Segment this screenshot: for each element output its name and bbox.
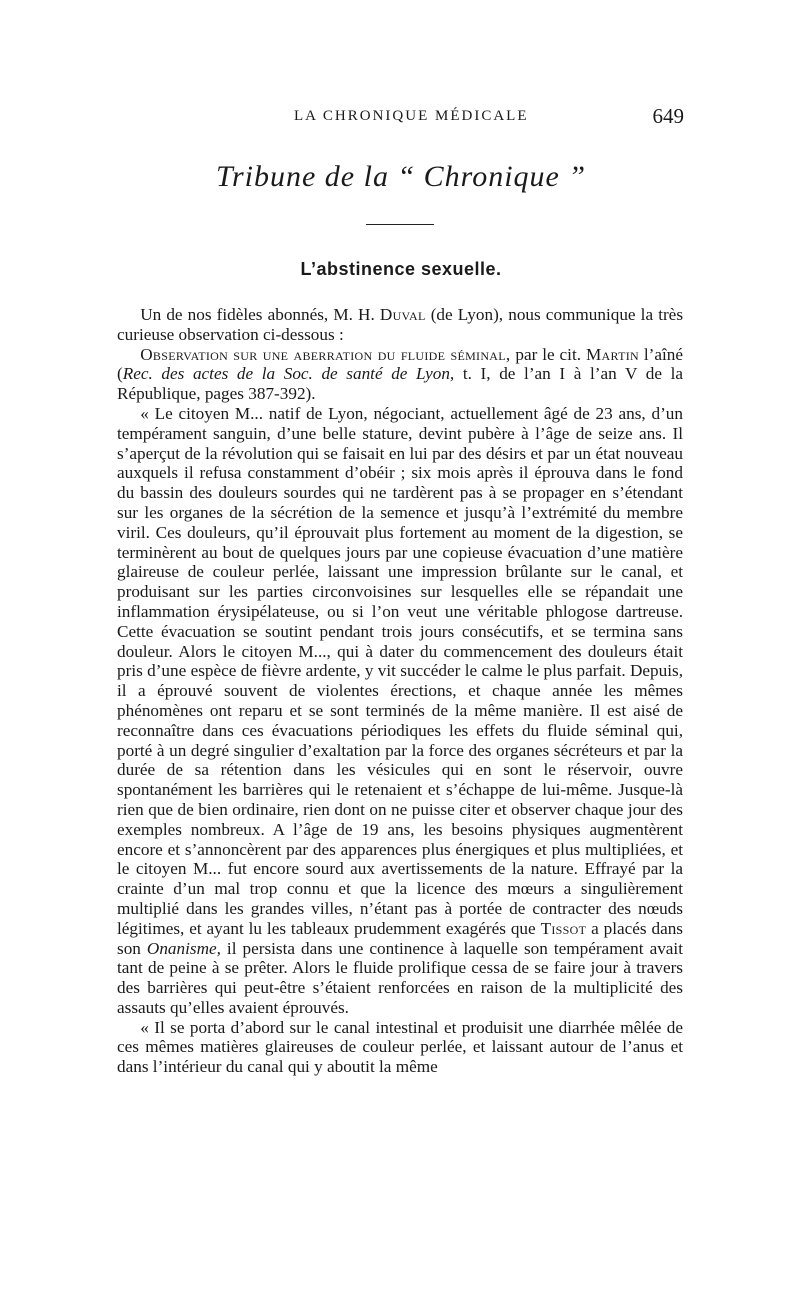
cited-work-title: Onanisme, [146, 938, 221, 958]
text-run: t. I, de l’an I à l’an V de la République, pages 387-392). [117, 364, 684, 404]
paragraph-intro [117, 305, 683, 345]
cited-author-name: Tissot [540, 918, 587, 938]
text-run: « Le citoyen M... natif de Lyon, négociant, actuellement âgé de 23 ans, d’un tempérament sanguin, d’une belle stature, devint pubère à l’âge de seize ans. Il s’aperçut de la révolution qui se faisait en lui par des désirs et par un état nouveau auxquels il refusa constamment d’obéir ; six mois après il éprouva dans le fond du bassin des douleurs sourdes qui ne tardèrent pas à se propager en s’étendant sur les organes de la sécrétion de la semence et jusqu’à l’extrémité du membre viril. Ces douleurs, qu’il éprouvait plus fortement au moment de la digestion, se terminèrent au bout de quelques jours par une copieuse évacuation d’une matière glaireuse de couleur perlée, laissant une impression brûlante sur le canal, et produisant sur les parties circonvoisines sur lesquelles elle se répandait une inflammation érysipélateuse, ou si l’on veut une véritable phlogose dartreuse. Cette évacuation se soutint pendant trois jours consécutifs, et se termina sans douleur. Alors le citoyen M..., qui à dater du commencement des douleurs était pris d’une espèce de fièvre ardente, y vit succéder le calme le plus parfait. Depuis, il a éprouvé souvent de violentes érections, et chaque année les mêmes phénomènes ont reparu et se sont terminés de la même manière. Il est aisé de reconnaître dans ces évacuations périodiques les effets du fluide séminal qui, porté à un degré singulier d’exaltation par la force des organes sécréteurs et par la durée de sa rétention dans les vésicules qui en sont le réservoir, ouvre spontanément les barrières qui le retenaient et s’échappe de lui-même. Jusque-là rien que de bien ordinaire, rien dont on ne puisse citer et observer chaque jour des exemples nombreux. A l’âge de 19 ans, les besoins physiques augmentèrent encore et s’annoncèrent par des apparences plus énergiques et plus multipliées, et le citoyen M... fut encore sourd aux avertissements de la nature. Effrayé par la crainte d’un mal trop connu et que la licence des mœurs a singulièrement multiplié dans les grandes villes, n’étant pas à portée de contracter des nœuds légitimes, et ayant lu les tableaux prudemment exagérés que [117, 403, 683, 938]
running-title: LA CHRONIQUE MÉDICALE [294, 108, 529, 124]
source-citation: Rec. des actes de la Soc. de santé de Lyon, [122, 364, 455, 384]
article-body [117, 305, 683, 1077]
paragraph-case-report [117, 404, 683, 1018]
paragraph-continuation [117, 1018, 683, 1077]
title-divider [366, 224, 434, 225]
page-number: 649 [652, 104, 684, 128]
text-run: par le cit. [510, 344, 586, 364]
author-name: Duval [379, 305, 426, 324]
text-run: a placés dans son [117, 918, 683, 958]
text-run: (de Lyon), nous communique la très curieuse observation ci-dessous : [117, 305, 684, 344]
paragraph-observation-heading [117, 345, 683, 404]
text-run: Un de nos fidèles abonnés, M. H. [140, 305, 380, 324]
observer-name: Martin [585, 344, 639, 364]
observation-heading: Observation sur une aberration du fluide séminal, [140, 344, 511, 364]
section-title: Tribune de la “ Chronique ” [215, 160, 587, 193]
running-header [118, 104, 684, 134]
text-run: l’aîné ( [117, 344, 683, 384]
text-run: il persista dans une continence à laquelle son tempérament avait tant de peine à se prêter. Alors le fluide prolifique cessa de se faire jour à travers des barrières qui peut-être s’étaient renforcées en raison de la multiplicité des assauts qu’elles avaient éprouvés. [117, 938, 683, 1017]
article-title: L’abstinence sexuelle. [300, 259, 502, 279]
text-run: « Il se porta d’abord sur le canal intestinal et produisit une diarrhée mêlée de ces mêmes matières glaireuses de couleur perlée, et laissant autour de l’anus et dans l’intérieur du canal qui y aboutit la même [117, 1017, 683, 1077]
